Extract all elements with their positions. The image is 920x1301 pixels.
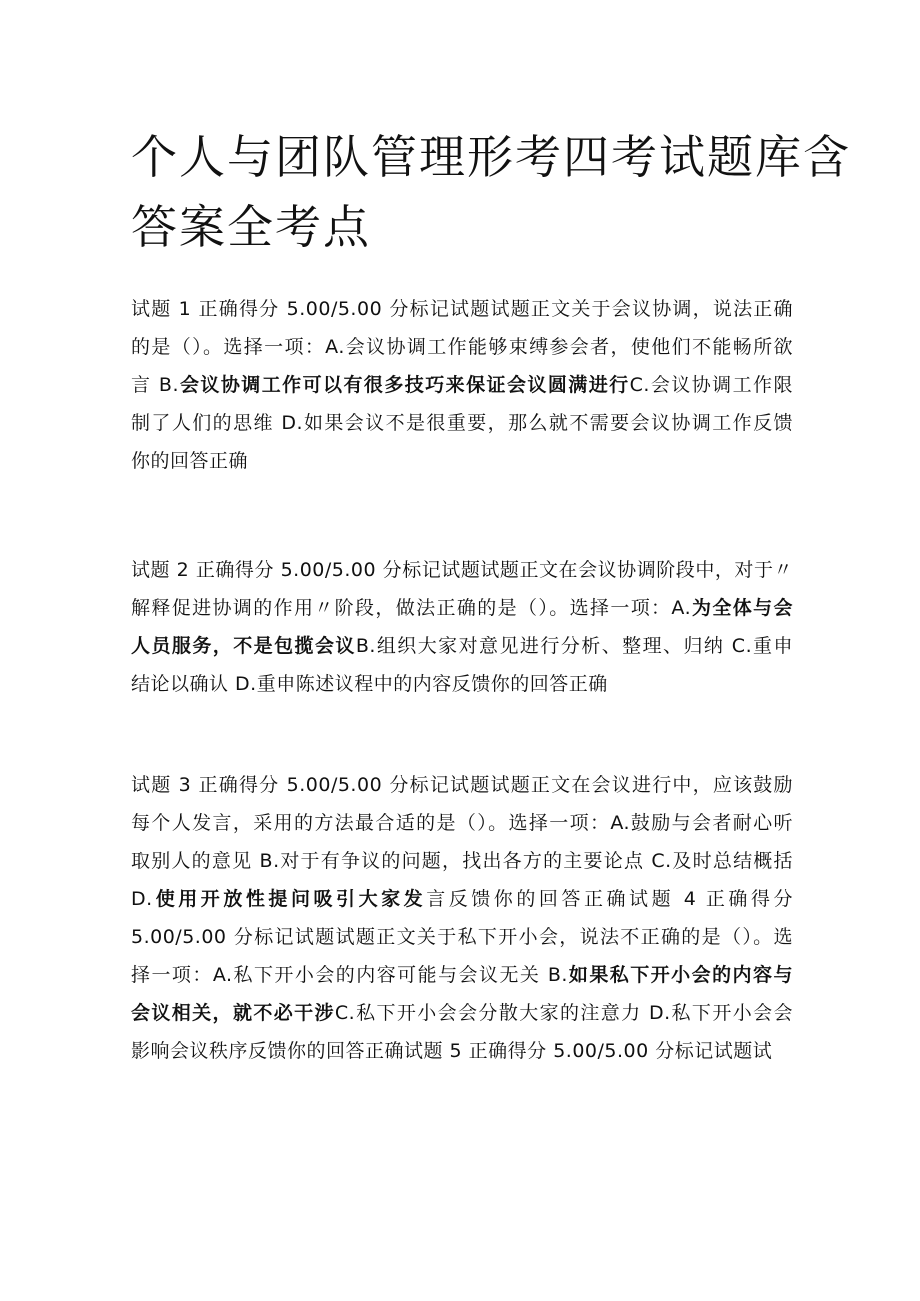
text-run: 5.00/5.00 分标记试题试题正文关于私下开小会，说法不正确的是（）。选 [131,926,793,948]
bold-answer-text: 会议协调工作可以有很多技巧来保证会议圆满进行 [179,374,630,396]
text-line [131,665,793,703]
text-line [131,404,793,442]
text-run: 试题 2 正确得分 5.00/5.00 分标记试题试题正文在会议协调阶段中，对于〃 [131,559,793,581]
text-run: 言反馈你的回答正确试题 4 正确得分 [426,888,793,910]
text-line [131,804,793,842]
text-run: 试题 1 正确得分 5.00/5.00 分标记试题试题正文关于会议协调，说法正确 [131,298,793,320]
text-line [131,766,793,804]
title-line: 个人与团队管理形考四考试题库含 [131,130,851,184]
document-title [131,122,851,262]
text-line [131,627,793,665]
text-line [131,994,793,1032]
text-run: D. [131,888,153,910]
text-run: C.私下开小会会分散大家的注意力 D.私下开小会会 [334,1002,793,1024]
text-run: 言 B. [131,374,179,396]
text-line [131,328,793,366]
text-line [131,589,793,627]
text-run: 影响会议秩序反馈你的回答正确试题 5 正确得分 5.00/5.00 分标记试题试 [131,1040,773,1062]
question-paragraph-3 [131,766,793,1070]
question-paragraph-2 [131,551,793,703]
text-run: B.组织大家对意见进行分析、整理、归纳 C.重申 [355,635,793,657]
text-run: 择一项：A.私下开小会的内容可能与会议无关 B. [131,964,568,986]
text-line [131,918,793,956]
question-paragraph-1 [131,290,793,480]
text-line [131,1032,793,1070]
text-run: C.会议协调工作限 [629,374,793,396]
bold-answer-text: 为全体与会 [691,597,793,619]
text-run: 你的回答正确 [131,450,249,472]
text-run: 取别人的意见 B.对于有争议的问题，找出各方的主要论点 C.及时总结概括 [131,850,793,872]
text-line [131,366,793,404]
text-line [131,551,793,589]
text-run: 试题 3 正确得分 5.00/5.00 分标记试题试题正文在会议进行中，应该鼓励 [131,774,793,796]
title-line: 答案全考点 [131,200,371,254]
bold-answer-text: 如果私下开小会的内容与 [567,964,793,986]
text-run: 制了人们的思维 D.如果会议不是很重要，那么就不需要会议协调工作反馈 [131,412,793,434]
text-run: 的是（）。选择一项：A.会议协调工作能够束缚参会者，使他们不能畅所欲 [131,336,793,358]
text-line [131,842,793,880]
text-run: 结论以确认 D.重申陈述议程中的内容反馈你的回答正确 [131,673,608,695]
text-line [131,442,793,480]
bold-answer-text: 使用开放性提问吸引大家发 [152,888,427,910]
bold-answer-text: 会议相关，就不必干涉 [131,1002,335,1024]
text-run: 解释促进协调的作用〃阶段，做法正确的是（）。选择一项：A. [131,597,692,619]
bold-answer-text: 人员服务，不是包揽会议 [131,635,356,657]
text-line [131,290,793,328]
text-run: 每个人发言，采用的方法最合适的是（）。选择一项：A.鼓励与会者耐心听 [131,812,793,834]
text-line [131,880,793,918]
text-line [131,956,793,994]
